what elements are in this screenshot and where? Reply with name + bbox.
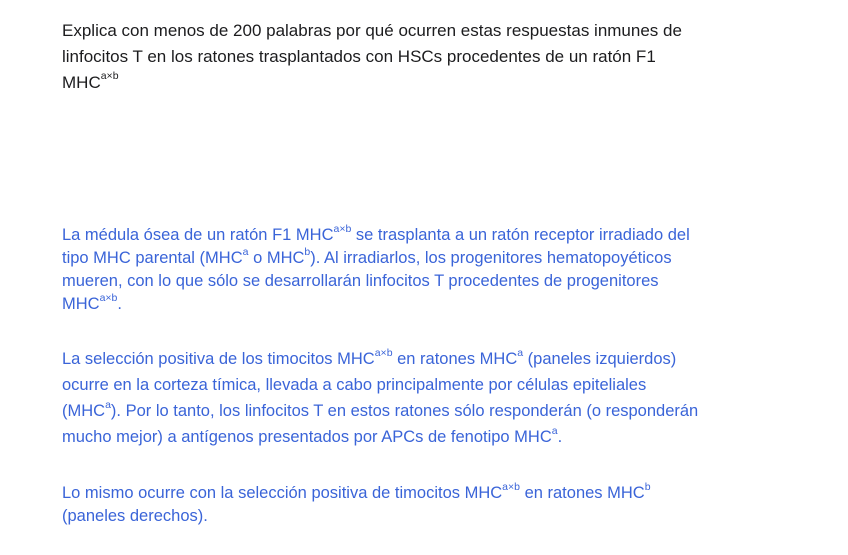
answer-text: (paneles izquierdos) <box>523 350 677 368</box>
answer-text: en ratones MHC <box>392 350 518 368</box>
answer-text: Lo mismo ocurre con la selección positiva de timocitos MHC <box>62 484 503 502</box>
answer-text: mucho mejor) a antígenos presentados por APCs de fenotipo MHC <box>62 428 552 446</box>
answer-paragraph-3 <box>62 482 822 528</box>
answer-text: se trasplanta a un ratón receptor irradiado del <box>351 226 690 244</box>
superscript: a <box>105 398 111 411</box>
question-line-1: Explica con menos de 200 palabras por qué ocurren estas respuestas inmunes de <box>62 21 682 40</box>
answer-text: o MHC <box>248 249 305 267</box>
question-line-2: linfocitos T en los ratones trasplantados con HSCs procedentes de un ratón F1 <box>62 47 656 66</box>
superscript: a×b <box>100 70 119 83</box>
answer-text: en ratones MHC <box>519 484 645 502</box>
answer-text: (paneles derechos). <box>62 507 208 525</box>
answer-text: La selección positiva de los timocitos MHC <box>62 350 375 368</box>
superscript: a <box>242 245 249 258</box>
answer-text: . <box>117 295 122 313</box>
answer-text: MHC <box>62 295 100 313</box>
answer-text: tipo MHC parental (MHC <box>62 249 243 267</box>
superscript: a×b <box>374 346 393 359</box>
superscript: b <box>304 245 311 258</box>
answer-paragraph-2 <box>62 346 822 450</box>
answer-text: (MHC <box>62 402 106 420</box>
superscript: a×b <box>99 291 118 304</box>
superscript: a <box>517 346 524 359</box>
superscript: a×b <box>502 480 520 493</box>
answer-text: ). Al irradiarlos, los progenitores hematopoyéticos <box>310 249 672 267</box>
question-line-3: MHC <box>62 73 101 92</box>
answer-text: ocurre en la corteza tímica, llevada a cabo principalmente por células epiteliales <box>62 376 647 394</box>
answer-text: ). Por lo tanto, los linfocitos T en estos ratones sólo responderán (o responderán <box>110 402 699 420</box>
question-text <box>62 18 802 96</box>
answer-text: mueren, con lo que sólo se desarrollarán linfocitos T procedentes de progenitores <box>62 272 659 290</box>
superscript: a <box>551 424 558 437</box>
superscript: a×b <box>333 222 352 235</box>
answer-text: . <box>557 428 563 446</box>
superscript: b <box>644 480 651 493</box>
answer-text: La médula ósea de un ratón F1 MHC <box>62 226 334 244</box>
answer-paragraph-1 <box>62 224 822 316</box>
